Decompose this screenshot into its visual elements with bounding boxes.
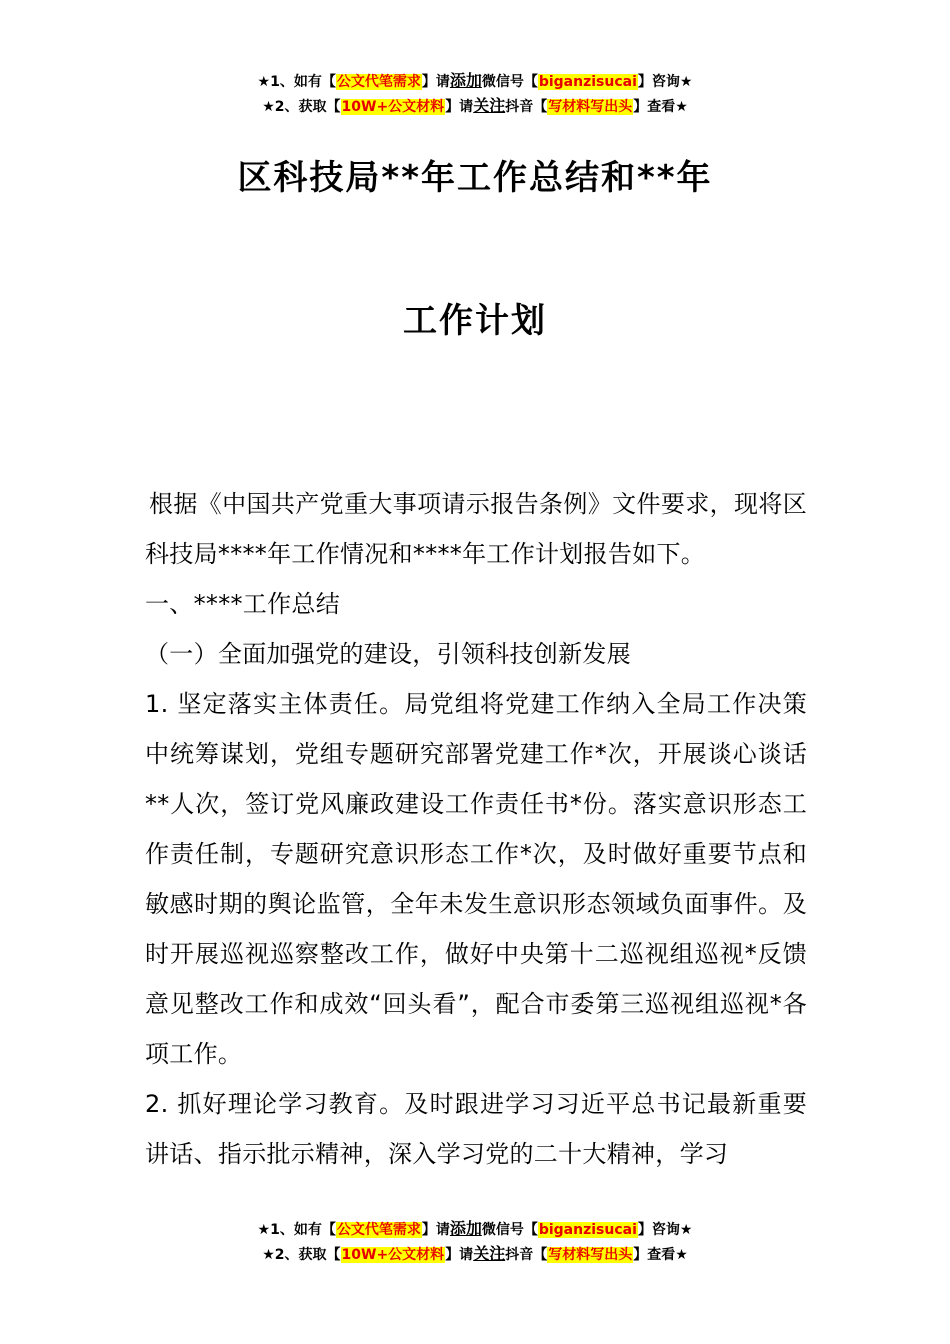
banner-text: 】请	[445, 1247, 474, 1263]
paragraph-intro: 根据《中国共产党重大事项请示报告条例》文件要求，现将区科技局****年工作情况和****年工作计划报告如下。	[145, 490, 807, 568]
highlight-service: 公文代笔需求	[336, 74, 421, 90]
header-banner	[0, 69, 950, 119]
banner-text: ★2、获取【	[262, 99, 341, 115]
banner-text: 】请	[421, 1222, 450, 1238]
banner-line-1	[0, 69, 950, 94]
banner-text: 】请	[445, 99, 474, 115]
paragraph-item-2: 2. 抓好理论学习教育。及时跟进学习习近平总书记最新重要讲话、指示批示精神，深入学习党的二十大精神，学习	[145, 1090, 807, 1168]
banner-text: 抖音【	[505, 1247, 548, 1263]
banner-emphasis: 关注	[473, 1244, 506, 1263]
document-body	[145, 479, 807, 1179]
banner-text: 微信号【	[481, 1222, 538, 1238]
highlight-materials: 10W+公文材料	[341, 1247, 445, 1263]
banner-line-2	[0, 1242, 950, 1267]
banner-text: ★1、如有【	[257, 74, 336, 90]
banner-text: 】咨询★	[637, 74, 693, 90]
banner-emphasis: 添加	[449, 1219, 482, 1238]
highlight-douyin: 写材料写出头	[548, 99, 633, 115]
document-title-line-1: 区科技局**年工作总结和**年	[237, 158, 713, 198]
banner-text: 】咨询★	[637, 1222, 693, 1238]
highlight-douyin: 写材料写出头	[548, 1247, 633, 1263]
banner-text: ★1、如有【	[257, 1222, 336, 1238]
document-title-line-2: 工作计划	[403, 301, 547, 341]
subsection-heading: （一）全面加强党的建设，引领科技创新发展	[145, 640, 631, 668]
banner-line-1	[0, 1217, 950, 1242]
footer-banner	[0, 1217, 950, 1267]
banner-text: 】查看★	[633, 1247, 688, 1263]
banner-line-2	[0, 94, 950, 119]
highlight-materials: 10W+公文材料	[341, 99, 445, 115]
highlight-wechat-id: biganzisucai	[538, 1222, 637, 1238]
highlight-service: 公文代笔需求	[336, 1222, 421, 1238]
banner-text: 】请	[421, 74, 450, 90]
banner-text: ★2、获取【	[262, 1247, 341, 1263]
banner-emphasis: 添加	[449, 71, 482, 90]
paragraph-item-1: 1. 坚定落实主体责任。局党组将党建工作纳入全局工作决策中统筹谋划，党组专题研究部署党建工作*次，开展谈心谈话**人次，签订党风廉政建设工作责任书*份。落实意识形态工作责任制，专题研究意识形态工作*次，及时做好重要节点和敏感时期的舆论监管，全年未发生意识形态领域负面事件。及时开展巡视巡察整改工作，做好中央第十二巡视组巡视*反馈意见整改工作和成效“回头看”，配合市委第三巡视组巡视*各项工作。	[145, 690, 807, 1068]
banner-text: 】查看★	[633, 99, 688, 115]
banner-text: 微信号【	[481, 74, 538, 90]
banner-text: 抖音【	[505, 99, 548, 115]
banner-emphasis: 关注	[473, 96, 506, 115]
section-heading: 一、****工作总结	[145, 590, 340, 618]
highlight-wechat-id: biganzisucai	[538, 74, 637, 90]
